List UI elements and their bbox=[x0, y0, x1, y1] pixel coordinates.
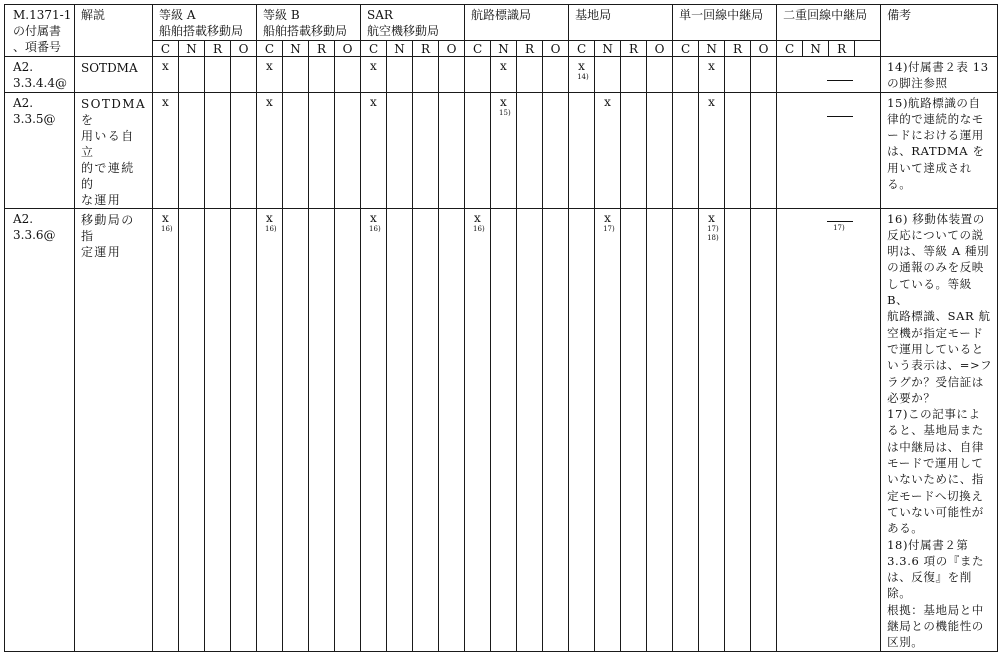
mark-cell bbox=[491, 57, 517, 93]
item-reference bbox=[5, 57, 75, 93]
mark-cell bbox=[621, 92, 647, 208]
reference-line: A2. bbox=[13, 95, 34, 110]
sub-column-header: O bbox=[751, 41, 777, 57]
applicability-mark: x bbox=[370, 59, 377, 73]
applicability-mark: x bbox=[162, 59, 169, 73]
not-applicable-dash bbox=[827, 80, 853, 81]
sub-column-header: O bbox=[543, 41, 569, 57]
note-line: 航路標識、SAR 航 bbox=[887, 309, 991, 324]
mark-cell bbox=[465, 57, 491, 93]
mark-cell bbox=[179, 92, 205, 208]
note-line: 根拠：基地局と中 bbox=[887, 602, 984, 617]
mark-cell bbox=[283, 57, 309, 93]
mark-cell bbox=[361, 92, 387, 208]
group-title: 二重回線中継局 bbox=[783, 8, 868, 22]
mark-cell bbox=[491, 92, 517, 208]
mark-cell bbox=[231, 57, 257, 93]
mark-cell bbox=[309, 208, 335, 651]
mark-cell bbox=[439, 208, 465, 651]
group-title: 基地局 bbox=[575, 8, 612, 22]
item-reference bbox=[5, 92, 75, 208]
mark-cell bbox=[621, 57, 647, 93]
sub-column-header: N bbox=[283, 41, 309, 57]
item-notes bbox=[881, 208, 998, 651]
mark-cell bbox=[777, 57, 881, 93]
mark-cell bbox=[569, 208, 595, 651]
note-line: 17)この記事によ bbox=[887, 407, 981, 422]
item-description bbox=[75, 57, 153, 93]
mark-cell bbox=[231, 208, 257, 651]
description-line: 用いる自立 bbox=[81, 128, 135, 159]
note-line: モードで運用して bbox=[887, 456, 984, 471]
mark-cell bbox=[543, 92, 569, 208]
note-line: している。等級 B、 bbox=[887, 276, 972, 308]
item-notes bbox=[881, 57, 998, 93]
mark-cell bbox=[335, 57, 361, 93]
station-group-header bbox=[673, 5, 777, 41]
mark-cell bbox=[153, 92, 179, 208]
not-applicable-dash bbox=[827, 221, 853, 222]
note-line: る。 bbox=[887, 177, 912, 192]
applicability-mark: x bbox=[604, 94, 611, 109]
description-line: 定運用 bbox=[81, 244, 122, 259]
note-line: 明は、等級 A 種別 bbox=[887, 244, 990, 259]
mark-cell bbox=[673, 92, 699, 208]
group-subtitle: 船舶搭載移動局 bbox=[263, 24, 348, 38]
mark-cell bbox=[647, 92, 673, 208]
note-line: 必要か？ bbox=[887, 390, 936, 405]
footnote-ref: 16) bbox=[161, 224, 173, 233]
mark-cell bbox=[621, 208, 647, 651]
mark-cell bbox=[153, 208, 179, 651]
mark-cell bbox=[179, 208, 205, 651]
station-group-header bbox=[569, 5, 673, 41]
mark-cell bbox=[257, 57, 283, 93]
group-title: 等級 B bbox=[263, 8, 300, 22]
footnote-ref: 15) bbox=[499, 108, 511, 117]
applicability-mark: x bbox=[370, 94, 377, 109]
ref-header-line: M.1371-1 bbox=[13, 8, 72, 22]
ref-header-line: 、項番号 bbox=[13, 40, 62, 54]
note-line: いないために、指 bbox=[887, 472, 984, 487]
applicability-mark: x bbox=[370, 210, 377, 225]
applicability-mark: x bbox=[708, 59, 715, 73]
group-subtitle: 船舶搭載移動局 bbox=[159, 24, 244, 38]
note-line: 18)付属書２第 bbox=[887, 537, 969, 552]
mark-cell bbox=[751, 57, 777, 93]
station-group-header bbox=[361, 5, 465, 41]
note-line: は、RATDMA を bbox=[887, 144, 985, 159]
note-line: ある。 bbox=[887, 521, 924, 536]
subheader-row bbox=[5, 41, 998, 57]
applicability-mark: x bbox=[500, 94, 507, 109]
note-line: ードにおける運用 bbox=[887, 128, 984, 143]
note-line: ると、基地局また bbox=[887, 423, 984, 438]
mark-cell bbox=[283, 92, 309, 208]
note-line: は中継局は、自律 bbox=[887, 439, 984, 454]
station-group-header bbox=[777, 5, 881, 41]
group-title: 単一回線中継局 bbox=[679, 8, 764, 22]
sub-column-header: O bbox=[647, 41, 673, 57]
mark-cell bbox=[543, 57, 569, 93]
station-group-header bbox=[465, 5, 569, 41]
mark-cell bbox=[699, 92, 725, 208]
table-row bbox=[5, 57, 998, 93]
ref-header-line: の付属書 bbox=[13, 24, 62, 38]
sub-column-header: C bbox=[257, 41, 283, 57]
applicability-mark: x bbox=[708, 210, 715, 225]
mark-cell bbox=[725, 57, 751, 93]
sub-column-header: O bbox=[231, 41, 257, 57]
sub-column-header: C bbox=[465, 41, 491, 57]
note-line: 区別。 bbox=[887, 635, 924, 650]
mark-cell bbox=[387, 92, 413, 208]
footnote-ref: 17) bbox=[707, 224, 719, 233]
note-line: ラグか？受信証は bbox=[887, 374, 984, 389]
reference-line: A2. bbox=[13, 211, 34, 226]
note-line: 継局との機能性の bbox=[887, 619, 984, 634]
description-line: な運用 bbox=[81, 192, 122, 207]
mark-cell bbox=[751, 92, 777, 208]
sub-column-header: N bbox=[387, 41, 413, 57]
mark-cell bbox=[205, 92, 231, 208]
station-group-header bbox=[257, 5, 361, 41]
table-row bbox=[5, 208, 998, 651]
footnote-ref: 17) bbox=[603, 224, 615, 233]
mark-cell bbox=[335, 208, 361, 651]
note-line: で運用していると bbox=[887, 341, 984, 356]
applicability-mark: x bbox=[266, 210, 273, 225]
mark-cell bbox=[595, 208, 621, 651]
applicability-mark: x bbox=[578, 59, 585, 73]
mark-cell bbox=[699, 57, 725, 93]
sub-column-header: N bbox=[803, 41, 829, 57]
description-line: SOTDMA bbox=[81, 61, 138, 75]
item-description bbox=[75, 208, 153, 651]
table-row bbox=[5, 92, 998, 208]
mark-cell bbox=[673, 208, 699, 651]
mark-cell bbox=[725, 92, 751, 208]
mark-cell bbox=[387, 57, 413, 93]
note-line: 反応についての説 bbox=[887, 227, 984, 242]
note-line: 15)航路標識の自 bbox=[887, 95, 981, 110]
header-row bbox=[5, 5, 998, 41]
footnote-ref: 18) bbox=[707, 233, 719, 242]
mark-cell bbox=[569, 92, 595, 208]
note-line: 律的で連続的なモ bbox=[887, 111, 984, 126]
mark-cell bbox=[751, 208, 777, 651]
sub-column-header: R bbox=[205, 41, 231, 57]
mark-cell bbox=[673, 57, 699, 93]
description-line: SOTDMA を bbox=[81, 96, 147, 127]
note-line: ていない可能性が bbox=[887, 504, 984, 519]
mark-cell bbox=[439, 92, 465, 208]
mark-cell bbox=[231, 92, 257, 208]
mark-cell bbox=[647, 57, 673, 93]
ref-column-header bbox=[5, 5, 75, 57]
mark-cell bbox=[205, 57, 231, 93]
mark-cell bbox=[491, 208, 517, 651]
applicability-mark: x bbox=[474, 210, 481, 225]
mark-cell bbox=[595, 57, 621, 93]
group-title: 等級 A bbox=[159, 8, 196, 22]
note-line: 14)付属書２表 13 bbox=[887, 60, 989, 74]
mark-cell bbox=[205, 208, 231, 651]
sub-column-header: N bbox=[491, 41, 517, 57]
applicability-mark: x bbox=[604, 210, 611, 225]
mark-cell bbox=[387, 208, 413, 651]
sub-column-header: C bbox=[153, 41, 179, 57]
mark-cell bbox=[517, 57, 543, 93]
note-line: 空機が指定モード bbox=[887, 325, 984, 340]
item-notes bbox=[881, 92, 998, 208]
not-applicable-dash bbox=[827, 116, 853, 117]
description-line: 的で連続的 bbox=[81, 160, 135, 191]
footnote-ref: 16) bbox=[369, 224, 381, 233]
sub-column-header: C bbox=[777, 41, 803, 57]
mark-cell bbox=[361, 208, 387, 651]
footnote-ref: 17) bbox=[833, 223, 845, 232]
sub-column-header: R bbox=[829, 41, 855, 57]
mark-cell bbox=[777, 208, 881, 651]
station-group-header bbox=[153, 5, 257, 41]
reference-line: 3.3.4.4@ bbox=[13, 76, 67, 90]
mark-cell bbox=[309, 57, 335, 93]
item-description bbox=[75, 92, 153, 208]
sub-column-header: O bbox=[335, 41, 361, 57]
group-subtitle: 航空機移動局 bbox=[367, 24, 440, 38]
mark-cell bbox=[725, 208, 751, 651]
sub-column-header: N bbox=[179, 41, 205, 57]
mark-cell bbox=[439, 57, 465, 93]
sub-column-header: O bbox=[439, 41, 465, 57]
mark-cell bbox=[647, 208, 673, 651]
sub-column-header: R bbox=[413, 41, 439, 57]
note-line: 定モードへ切換え bbox=[887, 488, 984, 503]
applicability-mark: x bbox=[500, 59, 507, 73]
sub-column-header: C bbox=[569, 41, 595, 57]
sub-column-header: C bbox=[361, 41, 387, 57]
reference-line: 3.3.5@ bbox=[13, 111, 56, 126]
mark-cell bbox=[465, 208, 491, 651]
note-line: 16) 移動体装置の bbox=[887, 211, 985, 226]
applicability-mark: x bbox=[708, 94, 715, 109]
note-line: 3.3.6 項の『また bbox=[887, 553, 985, 568]
note-line: いう表示は、=>フ bbox=[887, 358, 993, 373]
note-line: は、反復』を削除。 bbox=[887, 570, 972, 601]
mark-cell bbox=[361, 57, 387, 93]
footnote-ref: 16) bbox=[265, 224, 277, 233]
mark-cell bbox=[777, 92, 881, 208]
mark-cell bbox=[153, 57, 179, 93]
footnote-ref: 16) bbox=[473, 224, 485, 233]
mark-cell bbox=[465, 92, 491, 208]
reference-line: A2. bbox=[13, 60, 34, 74]
mark-cell bbox=[595, 92, 621, 208]
description-column-header: 解説 bbox=[75, 5, 153, 57]
note-line: 用いて達成され bbox=[887, 160, 972, 175]
mark-cell bbox=[283, 208, 309, 651]
applicability-mark: x bbox=[266, 59, 273, 73]
mark-cell bbox=[179, 57, 205, 93]
sub-column-header bbox=[855, 41, 881, 57]
mark-cell bbox=[517, 92, 543, 208]
applicability-mark: x bbox=[162, 210, 169, 225]
applicability-mark: x bbox=[162, 94, 169, 109]
mark-cell bbox=[413, 208, 439, 651]
mark-cell bbox=[543, 208, 569, 651]
mark-cell bbox=[335, 92, 361, 208]
sub-column-header: R bbox=[621, 41, 647, 57]
mark-cell bbox=[257, 92, 283, 208]
group-title: SAR bbox=[367, 8, 393, 22]
applicability-mark: x bbox=[266, 94, 273, 109]
reference-line: 3.3.6@ bbox=[13, 227, 56, 242]
mark-cell bbox=[569, 57, 595, 93]
sub-column-header: R bbox=[309, 41, 335, 57]
group-title: 航路標識局 bbox=[471, 8, 532, 22]
sub-column-header: N bbox=[699, 41, 725, 57]
mark-cell bbox=[257, 208, 283, 651]
mark-cell bbox=[517, 208, 543, 651]
mark-cell bbox=[413, 57, 439, 93]
sub-column-header: N bbox=[595, 41, 621, 57]
note-line: の脚注参照 bbox=[887, 76, 948, 91]
mark-cell bbox=[699, 208, 725, 651]
sub-column-header: C bbox=[673, 41, 699, 57]
description-line: 移動局の指 bbox=[81, 212, 135, 243]
mark-cell bbox=[413, 92, 439, 208]
notes-column-header: 備考 bbox=[881, 5, 998, 57]
sub-column-header: R bbox=[725, 41, 751, 57]
mark-cell bbox=[309, 92, 335, 208]
item-reference bbox=[5, 208, 75, 651]
note-line: の通報のみを反映 bbox=[887, 260, 984, 275]
comparison-table bbox=[4, 4, 998, 652]
footnote-ref: 14) bbox=[577, 73, 589, 81]
sub-column-header: R bbox=[517, 41, 543, 57]
